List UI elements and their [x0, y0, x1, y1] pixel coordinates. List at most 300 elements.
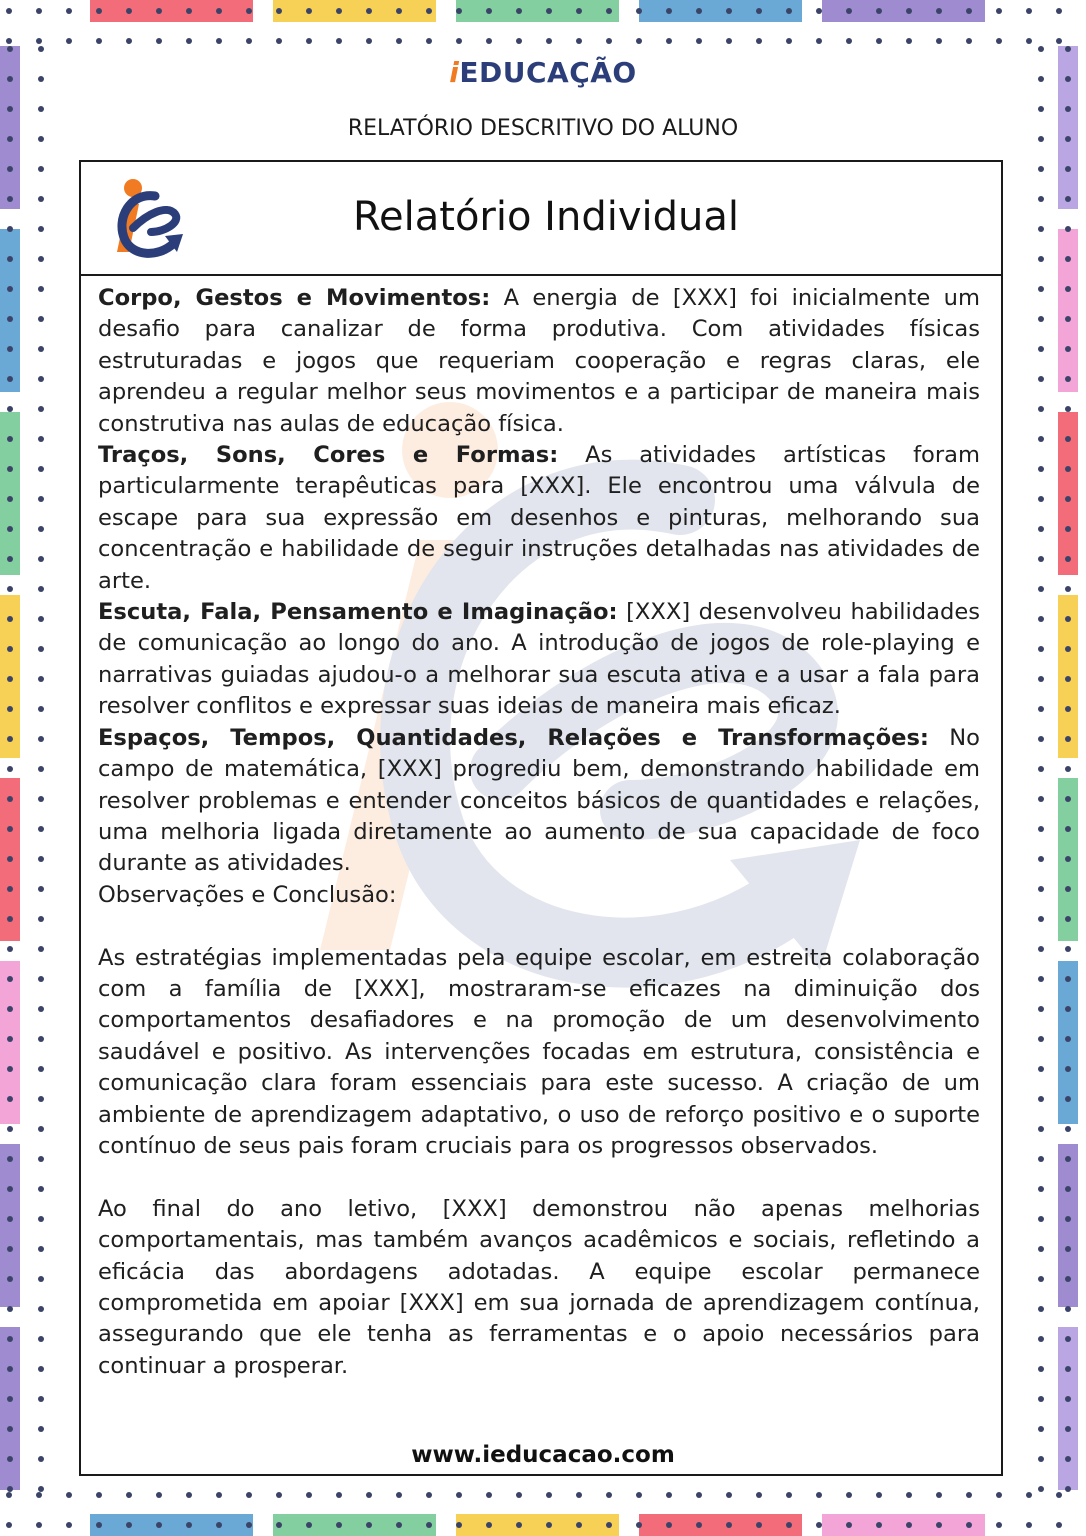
- border-dot: [906, 1492, 912, 1498]
- border-dot: [1065, 286, 1071, 292]
- border-dot: [1065, 1126, 1071, 1132]
- border-dot: [7, 1186, 13, 1192]
- report-body: [98, 283, 980, 1382]
- border-dot: [1065, 1366, 1071, 1372]
- document-subtitle: RELATÓRIO DESCRITIVO DO ALUNO: [347, 116, 739, 141]
- border-dot: [96, 38, 102, 44]
- border-dot: [276, 1492, 282, 1498]
- border-dot: [516, 1522, 522, 1528]
- border-dot: [38, 1096, 44, 1102]
- border-dot: [756, 8, 762, 14]
- border-dot: [156, 1492, 162, 1498]
- border-dot: [816, 1492, 822, 1498]
- border-dot: [1065, 1156, 1071, 1162]
- border-dot: [1038, 1126, 1044, 1132]
- border-dot: [1056, 8, 1062, 14]
- border-dot: [1038, 976, 1044, 982]
- border-dot: [366, 1522, 372, 1528]
- conclusion-paragraph: As estratégias implementadas pela equipe escolar, em estreita colaboração com a família de [XXX], mostraram-se eficazes na diminuição dos comportamentos desafiadores e na promoção de um desenvolvimento saudável e positivo. As intervenções focadas em estrutura, consistência e comunicação clara foram essenciais para este sucesso. A criação de um ambiente de aprendizagem adaptativo, o uso de reforço positivo e o suporte contínuo de seus pais foram cruciais para os progressos observados.: [98, 944, 980, 1159]
- border-dot: [1065, 826, 1071, 832]
- border-dot: [6, 38, 12, 44]
- border-dot: [38, 646, 44, 652]
- border-dot: [1065, 616, 1071, 622]
- border-dot: [1056, 38, 1062, 44]
- border-dot: [1038, 406, 1044, 412]
- border-dot: [1065, 706, 1071, 712]
- border-dot: [456, 1522, 462, 1528]
- brand-i: i: [449, 56, 460, 89]
- border-dot: [36, 38, 42, 44]
- border-dot: [906, 38, 912, 44]
- border-dot: [1065, 226, 1071, 232]
- border-dot: [906, 8, 912, 14]
- border-dot: [38, 1306, 44, 1312]
- border-dot: [38, 226, 44, 232]
- section-body-movements: [98, 283, 980, 440]
- border-dot: [486, 38, 492, 44]
- border-dot: [38, 736, 44, 742]
- border-dot: [1038, 256, 1044, 262]
- report-header: [81, 162, 1001, 276]
- border-dot: [7, 286, 13, 292]
- border-dot: [456, 38, 462, 44]
- border-dot: [96, 1492, 102, 1498]
- border-dot: [38, 106, 44, 112]
- border-dot: [38, 316, 44, 322]
- border-dot: [786, 8, 792, 14]
- border-dot: [1038, 676, 1044, 682]
- border-dot: [336, 38, 342, 44]
- border-dot: [756, 1522, 762, 1528]
- border-dot: [726, 1492, 732, 1498]
- border-dot: [1056, 1492, 1062, 1498]
- border-dot: [846, 8, 852, 14]
- border-dot: [576, 1492, 582, 1498]
- border-dot: [846, 1522, 852, 1528]
- paragraph-spacer: [98, 1162, 980, 1193]
- border-dot: [246, 1492, 252, 1498]
- border-dot: [7, 406, 13, 412]
- border-dot: [1038, 1216, 1044, 1222]
- border-dot: [7, 1066, 13, 1072]
- bottom-color-strip: [273, 1514, 436, 1536]
- border-dot: [246, 8, 252, 14]
- section-math: [98, 723, 980, 880]
- border-dot: [1065, 1006, 1071, 1012]
- border-dot: [7, 466, 13, 472]
- border-dot: [486, 8, 492, 14]
- border-dot: [1038, 886, 1044, 892]
- border-dot: [7, 1276, 13, 1282]
- border-dot: [606, 1522, 612, 1528]
- border-dot: [7, 886, 13, 892]
- border-dot: [1065, 1306, 1071, 1312]
- border-dot: [156, 1522, 162, 1528]
- border-dot: [726, 38, 732, 44]
- border-dot: [38, 46, 44, 52]
- border-dot: [38, 1336, 44, 1342]
- border-dot: [7, 166, 13, 172]
- border-dot: [1038, 46, 1044, 52]
- border-dot: [576, 38, 582, 44]
- border-dot: [1038, 226, 1044, 232]
- border-dot: [1065, 1426, 1071, 1432]
- border-dot: [1038, 856, 1044, 862]
- border-dot: [7, 1126, 13, 1132]
- border-dot: [1038, 766, 1044, 772]
- border-dot: [1065, 1186, 1071, 1192]
- border-dot: [38, 766, 44, 772]
- border-dot: [1065, 676, 1071, 682]
- border-dot: [1038, 646, 1044, 652]
- border-dot: [1065, 556, 1071, 562]
- border-dot: [66, 8, 72, 14]
- border-dot: [96, 1522, 102, 1528]
- border-dot: [7, 1006, 13, 1012]
- border-dot: [38, 1036, 44, 1042]
- border-dot: [276, 38, 282, 44]
- border-dot: [1038, 166, 1044, 172]
- border-dot: [126, 38, 132, 44]
- border-dot: [1038, 1276, 1044, 1282]
- border-dot: [516, 1492, 522, 1498]
- border-dot: [38, 916, 44, 922]
- border-dot: [1038, 1096, 1044, 1102]
- right-color-strip: [1058, 1144, 1078, 1307]
- border-dot: [306, 1492, 312, 1498]
- border-dot: [876, 8, 882, 14]
- border-dot: [1038, 1336, 1044, 1342]
- top-color-strip: [90, 0, 253, 22]
- border-dot: [486, 1522, 492, 1528]
- border-dot: [7, 226, 13, 232]
- brand-logo: [0, 56, 1086, 89]
- border-dot: [936, 8, 942, 14]
- border-dot: [1065, 916, 1071, 922]
- border-dot: [38, 526, 44, 532]
- border-dot: [7, 436, 13, 442]
- border-dot: [396, 1492, 402, 1498]
- border-dot: [636, 1492, 642, 1498]
- border-dot: [7, 736, 13, 742]
- border-dot: [1065, 856, 1071, 862]
- section-heading: Traços, Sons, Cores e Formas:: [98, 442, 559, 469]
- section-text: A energia de [XXX] foi inicialmente um desafio para canalizar de forma produtiva. Com atividades físicas estruturadas e jogos que requeriam cooperação e regras claras, ele aprendeu a regular melhor seus movimentos e a participar de maneira mais construtiva nas aulas de educação física.: [98, 285, 980, 437]
- border-dot: [336, 8, 342, 14]
- paragraph-spacer: [98, 911, 980, 942]
- border-dot: [7, 826, 13, 832]
- website-url: www.ieducacao.com: [411, 1442, 675, 1468]
- border-dot: [396, 8, 402, 14]
- border-dot: [666, 1492, 672, 1498]
- border-dot: [38, 496, 44, 502]
- border-dot: [38, 1246, 44, 1252]
- border-dot: [38, 586, 44, 592]
- border-dot: [38, 1396, 44, 1402]
- border-dot: [1065, 976, 1071, 982]
- conclusion-heading: Observações e Conclusão:: [98, 881, 397, 908]
- border-dot: [366, 1492, 372, 1498]
- border-dot: [1038, 1426, 1044, 1432]
- border-dot: [606, 8, 612, 14]
- border-dot: [126, 1492, 132, 1498]
- border-dot: [1065, 1066, 1071, 1072]
- border-dot: [636, 8, 642, 14]
- border-dot: [1038, 466, 1044, 472]
- border-dot: [7, 1156, 13, 1162]
- top-color-strip: [456, 0, 619, 22]
- border-dot: [7, 346, 13, 352]
- border-dot: [966, 1492, 972, 1498]
- border-dot: [1038, 1366, 1044, 1372]
- border-dot: [7, 1036, 13, 1042]
- border-dot: [1038, 1306, 1044, 1312]
- border-dot: [1065, 166, 1071, 172]
- border-dot: [1065, 46, 1071, 52]
- brand-name: EDUCAÇÃO: [459, 56, 637, 89]
- border-dot: [966, 1522, 972, 1528]
- section-heading: Escuta, Fala, Pensamento e Imaginação:: [98, 599, 618, 626]
- border-dot: [7, 556, 13, 562]
- border-dot: [756, 1492, 762, 1498]
- border-dot: [1038, 706, 1044, 712]
- border-dot: [186, 8, 192, 14]
- border-dot: [38, 406, 44, 412]
- border-dot: [996, 8, 1002, 14]
- border-dot: [1038, 1486, 1044, 1492]
- border-dot: [1065, 1486, 1071, 1492]
- border-dot: [38, 676, 44, 682]
- border-dot: [1065, 106, 1071, 112]
- border-dot: [38, 286, 44, 292]
- border-dot: [936, 1522, 942, 1528]
- border-dot: [1038, 526, 1044, 532]
- section-text: No campo de matemática, [XXX] progrediu bem, demonstrando habilidade em resolver problemas e entender conceitos básicos de quantidades e relações, uma melhoria ligada diretamente ao aumento de sua capacidade de foco durante as atividades.: [98, 724, 980, 877]
- border-dot: [7, 796, 13, 802]
- border-dot: [786, 38, 792, 44]
- border-dot: [636, 38, 642, 44]
- border-dot: [1038, 586, 1044, 592]
- border-dot: [1056, 1522, 1062, 1528]
- conclusion-paragraph: Ao final do ano letivo, [XXX] demonstrou não apenas melhorias comportamentais, mas também avanços acadêmicos e sociais, refletindo a eficácia das abordagens adotadas. A equipe escolar permanece comprometida em apoiar [XXX] em sua jornada de aprendizagem contínua, assegurando que ele tenha as ferramentas e o apoio necessários para continuar a prosperar.: [98, 1195, 980, 1379]
- border-dot: [7, 976, 13, 982]
- border-dot: [186, 1492, 192, 1498]
- border-dot: [156, 38, 162, 44]
- report-title: Relatório Individual: [353, 194, 739, 240]
- border-dot: [7, 1096, 13, 1102]
- border-dot: [1065, 526, 1071, 532]
- border-dot: [7, 106, 13, 112]
- border-dot: [38, 826, 44, 832]
- border-dot: [36, 1522, 42, 1528]
- border-dot: [38, 856, 44, 862]
- border-dot: [156, 8, 162, 14]
- border-dot: [38, 1126, 44, 1132]
- border-dot: [546, 8, 552, 14]
- border-dot: [816, 8, 822, 14]
- border-dot: [726, 8, 732, 14]
- border-dot: [396, 1522, 402, 1528]
- border-dot: [66, 1492, 72, 1498]
- border-dot: [216, 1522, 222, 1528]
- border-dot: [456, 1492, 462, 1498]
- border-dot: [216, 38, 222, 44]
- border-dot: [7, 616, 13, 622]
- border-dot: [696, 8, 702, 14]
- border-dot: [966, 8, 972, 14]
- border-dot: [38, 706, 44, 712]
- border-dot: [996, 38, 1002, 44]
- border-dot: [1065, 1216, 1071, 1222]
- left-color-strip: [0, 1144, 20, 1307]
- border-dot: [7, 856, 13, 862]
- border-dot: [996, 1492, 1002, 1498]
- border-dot: [1065, 736, 1071, 742]
- bottom-color-strip: [456, 1514, 619, 1536]
- border-dot: [756, 38, 762, 44]
- top-color-strip: [639, 0, 802, 22]
- border-dot: [1065, 436, 1071, 442]
- section-arts: [98, 440, 980, 597]
- border-dot: [7, 646, 13, 652]
- border-dot: [426, 1522, 432, 1528]
- border-dot: [38, 1366, 44, 1372]
- border-dot: [38, 1216, 44, 1222]
- section-heading: Corpo, Gestos e Movimentos:: [98, 285, 491, 311]
- border-dot: [1065, 316, 1071, 322]
- border-dot: [876, 38, 882, 44]
- border-dot: [38, 1156, 44, 1162]
- border-dot: [546, 1522, 552, 1528]
- border-dot: [38, 1006, 44, 1012]
- border-dot: [816, 38, 822, 44]
- border-dot: [1065, 766, 1071, 772]
- border-dot: [1065, 886, 1071, 892]
- border-dot: [426, 8, 432, 14]
- border-dot: [38, 436, 44, 442]
- border-dot: [1038, 496, 1044, 502]
- border-dot: [1026, 8, 1032, 14]
- border-dot: [786, 1522, 792, 1528]
- border-dot: [396, 38, 402, 44]
- top-color-strip: [273, 0, 436, 22]
- border-dot: [696, 1492, 702, 1498]
- border-dot: [1038, 736, 1044, 742]
- border-dot: [7, 496, 13, 502]
- border-dot: [576, 8, 582, 14]
- border-dot: [7, 1486, 13, 1492]
- border-dot: [846, 1492, 852, 1498]
- border-dot: [216, 8, 222, 14]
- border-dot: [38, 256, 44, 262]
- border-dot: [306, 8, 312, 14]
- border-dot: [1038, 316, 1044, 322]
- border-dot: [846, 38, 852, 44]
- border-dot: [7, 946, 13, 952]
- border-dot: [786, 1492, 792, 1498]
- border-dot: [7, 1246, 13, 1252]
- border-dot: [906, 1522, 912, 1528]
- border-dot: [1038, 1186, 1044, 1192]
- border-dot: [1065, 496, 1071, 502]
- border-dot: [7, 316, 13, 322]
- border-dot: [666, 8, 672, 14]
- border-dot: [246, 1522, 252, 1528]
- border-dot: [1065, 1336, 1071, 1342]
- border-dot: [38, 796, 44, 802]
- border-dot: [38, 1186, 44, 1192]
- border-dot: [1065, 346, 1071, 352]
- border-dot: [276, 8, 282, 14]
- border-dot: [38, 976, 44, 982]
- border-dot: [1038, 916, 1044, 922]
- border-dot: [1038, 106, 1044, 112]
- border-dot: [996, 1522, 1002, 1528]
- border-dot: [7, 46, 13, 52]
- border-dot: [1038, 196, 1044, 202]
- border-dot: [1038, 946, 1044, 952]
- border-dot: [38, 1066, 44, 1072]
- border-dot: [186, 38, 192, 44]
- border-dot: [336, 1492, 342, 1498]
- border-dot: [546, 38, 552, 44]
- border-dot: [516, 38, 522, 44]
- bottom-color-strip: [639, 1514, 802, 1536]
- border-dot: [1065, 196, 1071, 202]
- border-dot: [6, 1492, 12, 1498]
- border-dot: [1065, 586, 1071, 592]
- border-dot: [36, 1492, 42, 1498]
- border-dot: [696, 1522, 702, 1528]
- border-dot: [1065, 1096, 1071, 1102]
- border-dot: [246, 38, 252, 44]
- bottom-color-strip: [90, 1514, 253, 1536]
- border-dot: [7, 1216, 13, 1222]
- section-heading: Espaços, Tempos, Quantidades, Relações e Transformações:: [98, 724, 929, 751]
- border-dot: [1038, 1036, 1044, 1042]
- border-dot: [216, 1492, 222, 1498]
- border-dot: [366, 8, 372, 14]
- border-dot: [516, 8, 522, 14]
- border-dot: [1065, 406, 1071, 412]
- border-dot: [366, 38, 372, 44]
- section-text: [XXX] desenvolveu habilidades de comunicação ao longo do ano. A introdução de jogos de role-playing e narrativas guiadas ajudou-o a melhorar sua escuta ativa e a usar a fala para resolver conflitos e expressar suas ideias de maneira mais eficaz.: [98, 599, 980, 720]
- section-text: As atividades artísticas foram particularmente terapêuticas para [XXX]. Ele encontrou uma válvula de escape para sua expressão em desenhos e pinturas, melhorando sua concentração e habilidade de seguir instruções detalhadas nas atividades de arte.: [98, 442, 980, 594]
- border-dot: [6, 8, 12, 14]
- border-dot: [126, 8, 132, 14]
- border-dot: [38, 946, 44, 952]
- border-dot: [1038, 1396, 1044, 1402]
- border-dot: [306, 1522, 312, 1528]
- border-dot: [7, 676, 13, 682]
- border-dot: [1065, 1396, 1071, 1402]
- border-dot: [7, 916, 13, 922]
- border-dot: [36, 8, 42, 14]
- left-color-strip: [0, 229, 20, 392]
- border-dot: [38, 556, 44, 562]
- border-dot: [1065, 1036, 1071, 1042]
- border-dot: [546, 1492, 552, 1498]
- border-dot: [7, 586, 13, 592]
- border-dot: [576, 1522, 582, 1528]
- border-dot: [38, 1276, 44, 1282]
- border-dot: [936, 38, 942, 44]
- border-dot: [606, 38, 612, 44]
- border-dot: [7, 1426, 13, 1432]
- border-dot: [7, 766, 13, 772]
- border-dot: [7, 1396, 13, 1402]
- border-dot: [876, 1522, 882, 1528]
